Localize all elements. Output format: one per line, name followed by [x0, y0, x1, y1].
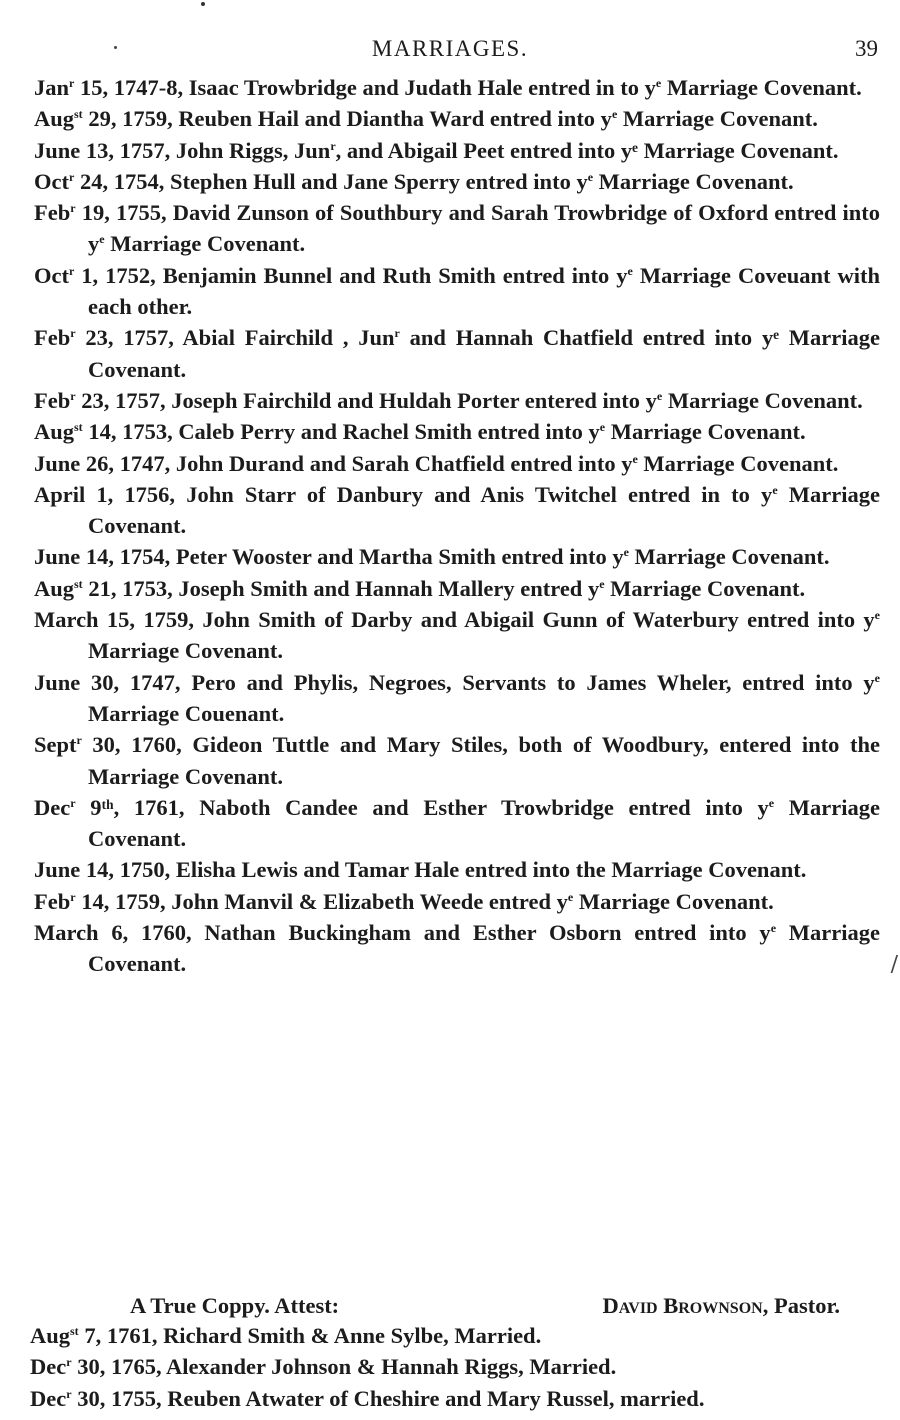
entry-text-rest: Marriage Covenant. — [88, 794, 880, 852]
page-number: 39 — [855, 36, 878, 61]
entry-text: Richard Smith & Anne Sylbe, Married. — [157, 1323, 542, 1348]
entry-date: June 14, 1750, — [34, 857, 171, 883]
entry-text-rest: Marriage Covenant. — [104, 231, 306, 257]
entry-text: Alexander Johnson & Hannah Riggs, Married. — [161, 1354, 617, 1380]
entry-text: Peter Wooster and Martha Smith entred into y — [170, 544, 624, 570]
text-superscript: e — [599, 420, 606, 435]
entry-date: Dec — [30, 1354, 67, 1380]
entry-date: Aug — [34, 575, 75, 601]
text-superscript: e — [770, 921, 777, 936]
entry-text: Joseph Fairchild and Huldah Porter entered into y — [165, 387, 657, 413]
attest-label: A True Coppy. Attest: — [130, 1293, 340, 1318]
entry-date-rest: 21, 1753, — [82, 575, 173, 601]
entry-text-rest: Marriage Couenant. — [88, 700, 285, 726]
entry-text-rest: Marriage Covenant. — [593, 168, 794, 194]
entry-date: March 15, 1759, — [34, 607, 195, 633]
speck-mark — [201, 2, 205, 6]
marriage-entry — [34, 166, 880, 197]
entry-date: Feb — [34, 387, 71, 413]
entry-text: Stephen Hull and Jane Sperry entred into y — [164, 168, 588, 194]
date-superscript: r — [66, 1386, 72, 1401]
text-superscript: r — [394, 326, 400, 341]
text-superscript: e — [772, 482, 778, 497]
entry-text: John Manvil & Elizabeth Weede entred y — [165, 888, 568, 914]
marriage-entry — [34, 448, 880, 479]
entry-date-rest: 19, 1755, — [75, 200, 167, 226]
entry-text-rest: Marriage Covenant. — [617, 106, 818, 132]
entry-text: Abial Fairchild , Jun — [173, 325, 395, 351]
entry-date: Aug — [34, 106, 75, 132]
date-superscript: r — [68, 169, 75, 184]
entry-text-rest: Marriage Covenant. — [88, 920, 880, 977]
entry-date-rest: 9ᵗʰ, 1761, — [75, 794, 185, 820]
entry-text: Benjamin Bunnel and Ruth Smith entred into y — [155, 262, 628, 288]
marriage-entry — [34, 322, 880, 385]
entry-text-rest: Marriage Covenant. — [88, 638, 283, 664]
date-superscript: r — [70, 388, 76, 403]
entry-date: Dec — [30, 1385, 67, 1411]
marriage-entry — [34, 416, 880, 447]
entry-text: John Riggs, Jun — [170, 137, 331, 163]
text-superscript: e — [599, 576, 605, 591]
entry-text: David Zunson of Southbury and Sarah Trowbridge of Oxford entred into y — [88, 200, 880, 257]
entry-date: Oct — [34, 262, 69, 288]
marriage-entry — [30, 1383, 876, 1414]
entry-text-rest: , and Abigail Peet entred into yᵉ Marriage Covenant. — [335, 137, 839, 163]
entry-text: John Smith of Darby and Abigail Gunn of Waterbury entred into y — [194, 607, 875, 633]
date-superscript: r — [70, 201, 76, 216]
entry-date: June 13, 1757, — [34, 137, 171, 163]
text-superscript: e — [623, 545, 629, 560]
date-superscript: r — [76, 733, 82, 748]
entry-date: Feb — [34, 200, 71, 226]
entry-date-rest: 23, 1757, — [75, 325, 174, 351]
entry-text: Isaac Trowbridge and Judath Hale entred in to y — [183, 75, 656, 100]
text-superscript: e — [611, 107, 618, 122]
date-superscript: r — [69, 76, 75, 90]
entry-text-rest: Marriage Covenant. — [662, 387, 863, 413]
marriage-entry — [34, 260, 880, 323]
text-superscript: e — [567, 889, 574, 904]
date-superscript: st — [74, 576, 83, 591]
marriage-entry — [34, 573, 880, 604]
marriage-entry — [34, 385, 880, 416]
entry-date: Aug — [30, 1323, 71, 1348]
marriage-entry — [30, 1351, 876, 1382]
date-superscript: r — [70, 795, 76, 810]
text-superscript: e — [768, 795, 775, 810]
marriage-entry — [34, 792, 880, 855]
text-superscript: e — [874, 608, 880, 623]
date-superscript: r — [70, 889, 76, 904]
entry-date-rest: 23, 1757, — [75, 387, 166, 413]
entry-date-rest: 30, 1765, — [71, 1354, 162, 1380]
entry-date: June 14, 1754, — [34, 544, 171, 570]
pastor-name: David Brownson — [602, 1293, 763, 1318]
marriage-entry — [34, 135, 880, 166]
entry-date-rest: 1, 1752, — [74, 262, 156, 288]
entry-date: Jan — [34, 75, 70, 100]
entry-date: Aug — [34, 419, 75, 445]
additional-entries — [30, 1320, 876, 1414]
marriage-entry — [34, 541, 880, 572]
pastor-title: , Pastor. — [762, 1293, 840, 1318]
entry-date: March 6, 1760, — [34, 920, 192, 946]
text-superscript: e — [655, 76, 662, 90]
entry-date: Sept — [34, 732, 77, 758]
marriage-entry — [34, 729, 880, 792]
entry-text-rest: Marriage Covenant. — [573, 888, 774, 914]
marriage-entry — [34, 886, 880, 917]
entry-text-rest: Marriage Covenant. — [661, 75, 862, 100]
entry-text-rest: and Hannah Chatfield entred into yᵉ Marriage Covenant. — [88, 325, 880, 382]
text-superscript: e — [627, 263, 633, 278]
entry-text: Pero and Phylis, Negroes, Servants to James Wheler, entred into y — [180, 669, 875, 695]
marriage-entry — [34, 917, 880, 980]
entry-date: June 26, 1747, — [34, 450, 171, 476]
date-superscript: st — [70, 1324, 79, 1338]
entry-text-rest: Marriage Covenant. — [604, 575, 806, 601]
running-head-title: MARRIAGES. — [371, 36, 529, 61]
marriage-entries — [34, 72, 880, 980]
entry-text-rest: Marriage Covenant. — [88, 481, 880, 539]
entry-text: Gideon Tuttle and Mary Stiles, both of Woodbury, entered into the Marriage Covenant. — [88, 732, 881, 789]
entry-text: John Starr of Danbury and Anis Twitchel entred in to y — [175, 481, 773, 507]
text-superscript: e — [656, 388, 663, 403]
text-superscript: r — [330, 138, 336, 153]
date-superscript: st — [74, 420, 83, 435]
entry-date-rest: 7, 1761, — [78, 1323, 158, 1348]
entry-text: Elisha Lewis and Tamar Hale entred into the Marriage Covenant. — [170, 857, 807, 883]
entry-date-rest: 30, 1760, — [81, 732, 182, 758]
marriage-entry — [34, 667, 880, 730]
date-superscript: r — [66, 1355, 72, 1370]
entry-date-rest: 29, 1759, — [82, 106, 173, 132]
entry-text: Nathan Buckingham and Esther Osborn entred into y — [191, 920, 771, 946]
marriage-entry — [34, 72, 880, 103]
text-superscript: e — [587, 169, 594, 184]
entry-date: Oct — [34, 168, 69, 194]
entry-date: Feb — [34, 325, 71, 351]
date-superscript: st — [74, 107, 83, 122]
entry-text-rest: Marriage Covenant. — [605, 419, 806, 445]
entry-date: April 1, 1756, — [34, 481, 176, 507]
pen-mark: ∕ — [890, 952, 898, 977]
entry-text-rest: Marriage Coveuant with each other. — [88, 262, 880, 320]
entry-text: Naboth Candee and Esther Trowbridge entred into y — [184, 794, 769, 820]
marriage-entry — [34, 197, 880, 260]
entry-text-rest: Marriage Covenant. — [637, 450, 839, 476]
date-superscript: r — [68, 263, 75, 278]
entry-date-rest: 15, 1747-8, — [74, 75, 184, 100]
entry-text: Joseph Smith and Hannah Mallery entred y — [172, 575, 600, 601]
entry-date-rest: 30, 1755, — [71, 1385, 162, 1411]
marriage-entry — [34, 604, 880, 667]
text-superscript: e — [99, 232, 105, 247]
entry-date-rest: 14, 1759, — [75, 888, 166, 914]
entry-date: Feb — [34, 888, 71, 914]
entry-text: John Durand and Sarah Chatfield entred into y — [170, 450, 633, 476]
marriage-entry — [34, 854, 880, 885]
entry-date: June 30, 1747, — [34, 669, 181, 695]
marriage-entry — [34, 479, 880, 542]
entry-text: Reuben Hail and Diantha Ward entred into y — [172, 106, 612, 132]
date-superscript: r — [70, 326, 76, 341]
entry-text: Caleb Perry and Rachel Smith entred into y — [172, 419, 600, 445]
attest-signature — [603, 1290, 840, 1321]
entry-text: Reuben Atwater of Cheshire and Mary Russel, married. — [161, 1385, 705, 1411]
text-superscript: e — [632, 451, 638, 466]
entry-text-rest: Marriage Covenant. — [628, 544, 830, 570]
marriage-entry — [34, 103, 880, 134]
entry-date: Dec — [34, 794, 71, 820]
marriage-entry — [30, 1320, 876, 1351]
entry-date-rest: 24, 1754, — [74, 168, 165, 194]
text-superscript: e — [874, 670, 880, 685]
entry-date-rest: 14, 1753, — [82, 419, 173, 445]
